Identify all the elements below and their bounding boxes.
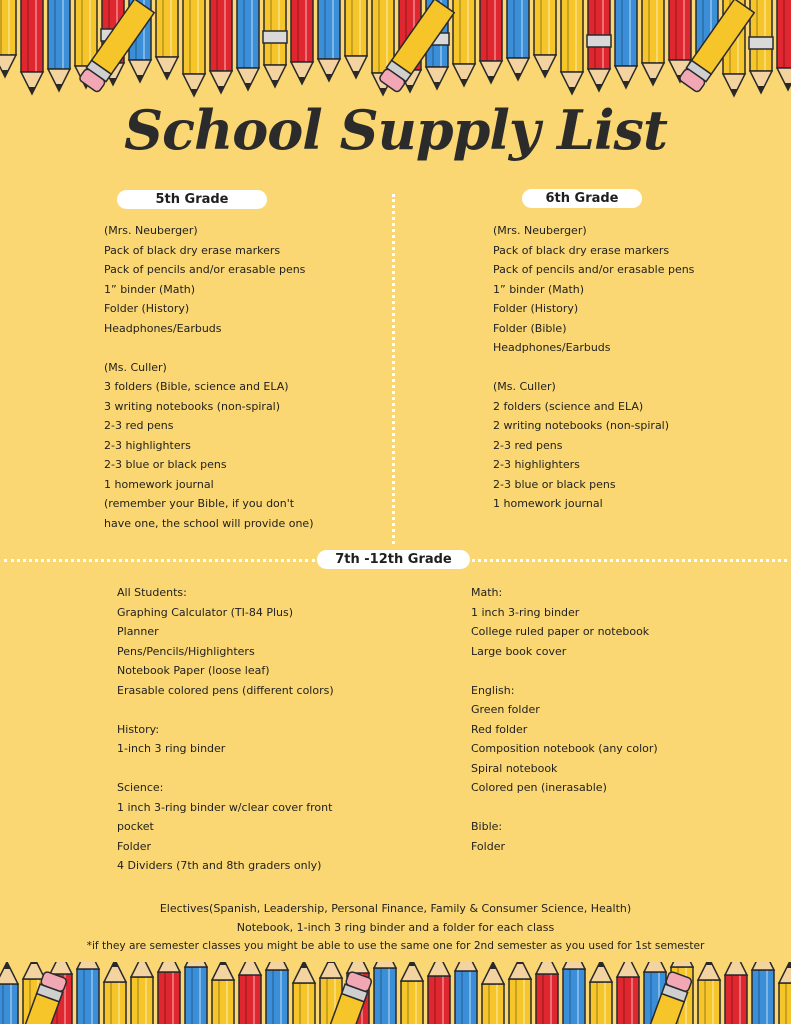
list-item: Pens/Pencils/Highlighters [117, 644, 255, 658]
pencil-icon [21, 0, 43, 94]
list-item: (Mrs. Neuberger) [104, 224, 198, 237]
pencil-icon [318, 0, 340, 81]
list-item: 4 Dividers (7th and 8th graders only) [117, 859, 322, 872]
bottom-pencil-border [0, 962, 791, 1024]
pencil-icon [590, 962, 612, 1024]
pencil-icon [507, 0, 529, 80]
list-item: 3 writing notebooks (non-spiral) [104, 399, 281, 413]
list-item: Folder (History) [493, 302, 579, 315]
list-item [471, 661, 658, 681]
pencil-icon [453, 0, 475, 86]
pencil-icon [104, 962, 126, 1024]
list-item: 3 folders (Bible, science and ELA) [104, 380, 289, 393]
pencil-icon [48, 0, 70, 91]
list-item: pocket [117, 820, 154, 833]
list-item: Red folder [471, 722, 528, 736]
list-item: Math: [471, 586, 503, 599]
list-item: 1” binder (Math) [104, 282, 196, 296]
list-item: (remember your Bible, if you don't [104, 497, 295, 510]
pencil-icon [158, 962, 180, 1024]
list-item: 1 inch 3-ring binder [471, 605, 580, 619]
list-item: Folder [117, 839, 151, 853]
list-item: 2-3 red pens [493, 438, 563, 452]
list-item: 2 folders (science and ELA) [493, 399, 644, 413]
pencil-icon [0, 962, 18, 1024]
pencil-icon [428, 962, 450, 1024]
pencil-icon [617, 962, 639, 1024]
list-item: 2-3 highlighters [104, 438, 191, 452]
list-item: English: [471, 683, 515, 697]
list-item: Headphones/Earbuds [493, 341, 611, 354]
grade5-heading: 5th Grade [117, 190, 267, 209]
list-item: Headphones/Earbuds [104, 321, 222, 335]
list-item: 2-3 highlighters [493, 458, 580, 471]
list-item: Graphing Calculator (TI-84 Plus) [117, 605, 294, 619]
list-item [117, 759, 334, 779]
list-item: 1 homework journal [493, 497, 603, 510]
list-item: Bible: [471, 820, 503, 833]
list-item: Folder [471, 839, 505, 853]
pencil-icon [563, 962, 585, 1024]
pencil-icon [0, 0, 16, 77]
list-item [471, 798, 658, 818]
grade5-list [104, 221, 314, 533]
pencil-icon [374, 962, 396, 1024]
list-item: Pack of pencils and/or erasable pens [104, 263, 306, 276]
vertical-divider [392, 194, 395, 544]
list-item: 1 homework journal [104, 477, 214, 491]
list-item: Colored pen (inerasable) [471, 781, 607, 794]
pencil-icon [509, 962, 531, 1024]
list-item: Science: [117, 781, 164, 794]
pencil-icon [131, 962, 153, 1024]
list-item: 1” binder (Math) [493, 282, 585, 296]
pencil-icon [77, 962, 99, 1024]
pencil-icon [266, 962, 288, 1024]
page-title: School Supply List [124, 98, 667, 162]
grade7-12-heading: 7th -12th Grade [317, 550, 470, 569]
pencil-icon [263, 0, 287, 87]
pencil-icon [237, 0, 259, 90]
list-item: Notebook Paper (loose leaf) [117, 664, 270, 677]
list-item: (Ms. Culler) [104, 360, 167, 374]
pencil-icon [293, 962, 315, 1024]
pencil-icon [345, 0, 367, 78]
list-item [117, 700, 334, 720]
pencil-icon [561, 0, 583, 94]
grade7-12-left-list [117, 583, 334, 876]
grade7-12-right-list [471, 583, 658, 856]
list-item: History: [117, 722, 160, 736]
list-item: Spiral notebook [471, 761, 558, 775]
pencil-icon [239, 962, 261, 1024]
pencil-icon [642, 0, 664, 85]
list-item: Erasable colored pens (different colors) [117, 683, 334, 697]
pencil-icon [534, 0, 556, 77]
list-item: have one, the school will provide one) [104, 516, 314, 530]
list-item: 2-3 blue or black pens [493, 477, 616, 491]
list-item: 2-3 blue or black pens [104, 458, 227, 471]
horizontal-divider-left [4, 559, 315, 562]
list-item: All Students: [117, 586, 187, 599]
pencil-icon [156, 0, 178, 79]
list-item: (Ms. Culler) [493, 380, 556, 393]
pencil-icon [725, 962, 747, 1024]
pencil-icon [536, 962, 558, 1024]
pencil-icon [482, 962, 504, 1024]
pencil-icon [210, 0, 232, 93]
list-item: Pack of pencils and/or erasable pens [493, 263, 695, 276]
list-item: (Mrs. Neuberger) [493, 224, 587, 237]
horizontal-divider-right [472, 559, 787, 562]
footer-note: *if they are semester classes you might be able to use the same one for 2nd semester as you used for 1st semester [86, 940, 705, 952]
list-item: Planner [117, 625, 159, 638]
pencil-icon [777, 0, 791, 90]
list-item: Composition notebook (any color) [471, 742, 658, 755]
pencil-icon [587, 0, 611, 91]
footer-electives: Electives(Spanish, Leadership, Personal Finance, Family & Consumer Science, Health) [159, 902, 632, 915]
list-item: Folder (History) [104, 302, 190, 315]
pencil-icon [480, 0, 502, 83]
footer-notebook: Notebook, 1-inch 3 ring binder and a folder for each class [236, 921, 555, 934]
pencil-icon [185, 962, 207, 1024]
pencil-border-illustration [0, 962, 791, 1024]
list-item: 2 writing notebooks (non-spiral) [493, 419, 670, 432]
list-item [104, 338, 314, 358]
list-item: Pack of black dry erase markers [104, 243, 281, 257]
list-item [493, 358, 694, 378]
list-item: College ruled paper or notebook [471, 625, 650, 638]
pencil-icon [455, 962, 477, 1024]
grade6-list [493, 221, 694, 514]
grade6-heading: 6th Grade [522, 189, 642, 208]
pencil-icon [698, 962, 720, 1024]
list-item: 2-3 red pens [104, 419, 174, 432]
list-item: Large book cover [471, 644, 567, 658]
top-pencil-border [0, 0, 791, 100]
pencil-border-illustration [0, 0, 791, 100]
pencil-icon [212, 962, 234, 1024]
pencil-icon [401, 962, 423, 1024]
pencil-icon [291, 0, 313, 84]
pencil-icon [779, 962, 791, 1024]
pencil-icon [183, 0, 205, 96]
pencil-icon [752, 962, 774, 1024]
list-item: Pack of black dry erase markers [493, 243, 670, 257]
list-item: 1-inch 3 ring binder [117, 742, 226, 755]
list-item: Folder (Bible) [493, 321, 567, 335]
list-item: Green folder [471, 703, 540, 716]
list-item: 1 inch 3-ring binder w/clear cover front [117, 800, 333, 814]
pencil-icon [615, 0, 637, 88]
